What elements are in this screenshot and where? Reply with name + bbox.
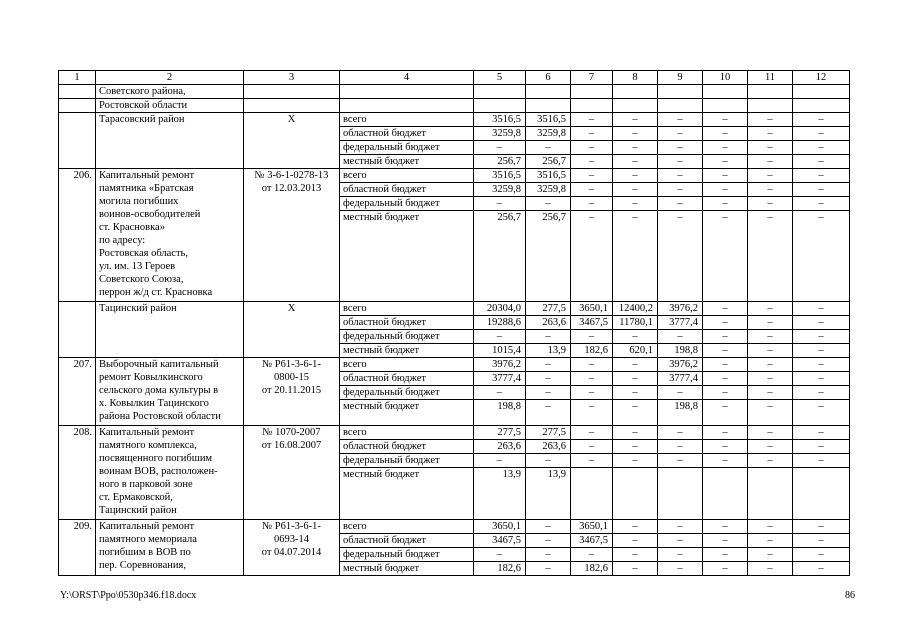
amount-cell: 1015,4 (474, 344, 526, 358)
amount-cell: – (793, 400, 850, 426)
amount-cell: – (748, 330, 793, 344)
item-number: 207. (59, 358, 96, 426)
amount-cell: – (658, 155, 703, 169)
budget-type: федеральный бюджет (340, 386, 474, 400)
amount-cell: – (474, 548, 526, 562)
budget-type: местный бюджет (340, 344, 474, 358)
budget-type: областной бюджет (340, 316, 474, 330)
item-document: X (244, 302, 340, 358)
amount-cell: – (526, 534, 571, 548)
amount-cell: 20304,0 (474, 302, 526, 316)
amount-cell: – (748, 372, 793, 386)
budget-type: областной бюджет (340, 372, 474, 386)
amount-cell: – (613, 386, 658, 400)
amount-cell: – (571, 440, 613, 454)
amount-cell: – (793, 534, 850, 548)
budget-type: местный бюджет (340, 211, 474, 302)
amount-cell: 263,6 (474, 440, 526, 454)
header-row (59, 71, 850, 85)
amount-cell: – (613, 440, 658, 454)
table-cell (526, 99, 571, 113)
amount-cell: – (703, 520, 748, 534)
amount-cell: 256,7 (526, 211, 571, 302)
amount-cell: 11780,1 (613, 316, 658, 330)
amount-cell: – (474, 454, 526, 468)
amount-cell: – (571, 155, 613, 169)
amount-cell: – (613, 211, 658, 302)
table-cell (571, 99, 613, 113)
column-header: 6 (526, 71, 571, 85)
item-name: Тацинский район (96, 302, 244, 358)
item-name: Выборочный капитальный ремонт Ковылкинского сельского дома культуры в х. Ковылкин Тацинского района Ростовской области (96, 358, 244, 426)
amount-cell: – (526, 400, 571, 426)
column-header: 9 (658, 71, 703, 85)
item-number (59, 302, 96, 358)
amount-cell: – (571, 211, 613, 302)
amount-cell: – (793, 302, 850, 316)
budget-type: федеральный бюджет (340, 330, 474, 344)
column-header: 8 (613, 71, 658, 85)
amount-cell: – (793, 141, 850, 155)
budget-table (58, 70, 850, 576)
amount-cell: – (474, 330, 526, 344)
table-cell (613, 85, 658, 99)
column-header: 4 (340, 71, 474, 85)
amount-cell: – (571, 197, 613, 211)
amount-cell: 198,8 (474, 400, 526, 426)
budget-type: всего (340, 520, 474, 534)
amount-cell: 12400,2 (613, 302, 658, 316)
table-cell: Ростовской области (96, 99, 244, 113)
amount-cell: 3976,2 (658, 358, 703, 372)
table-row (59, 169, 850, 183)
amount-cell: – (526, 386, 571, 400)
table-cell (59, 85, 96, 99)
item-name: Капитальный ремонт памятного комплекса, посвященного погибшим воинам ВОВ, расположен- ного в парковой зоне ст. Ермаковской, Тацинский район (96, 426, 244, 520)
item-document: № 1070-2007 от 16.08.2007 (244, 426, 340, 520)
amount-cell: – (474, 386, 526, 400)
amount-cell: 256,7 (474, 211, 526, 302)
item-number: 209. (59, 520, 96, 576)
amount-cell (748, 468, 793, 520)
amount-cell: – (658, 534, 703, 548)
amount-cell: – (748, 520, 793, 534)
amount-cell: – (613, 155, 658, 169)
amount-cell: – (571, 127, 613, 141)
amount-cell: 198,8 (658, 344, 703, 358)
amount-cell: – (793, 358, 850, 372)
amount-cell: – (658, 426, 703, 440)
amount-cell: – (658, 141, 703, 155)
amount-cell: – (571, 169, 613, 183)
amount-cell: – (613, 113, 658, 127)
amount-cell: 3259,8 (526, 183, 571, 197)
amount-cell: 3650,1 (571, 520, 613, 534)
item-name: Капитальный ремонт памятного мемориала погибшим в ВОВ по пер. Соревнования, (96, 520, 244, 576)
amount-cell: – (703, 113, 748, 127)
amount-cell: 13,9 (526, 468, 571, 520)
amount-cell: – (658, 169, 703, 183)
amount-cell: – (658, 197, 703, 211)
amount-cell: – (703, 316, 748, 330)
budget-type: всего (340, 113, 474, 127)
amount-cell (613, 468, 658, 520)
amount-cell: – (748, 211, 793, 302)
amount-cell: 3777,4 (658, 372, 703, 386)
amount-cell: 182,6 (571, 562, 613, 576)
amount-cell: 256,7 (526, 155, 571, 169)
item-name: Тарасовский район (96, 113, 244, 169)
amount-cell: – (793, 344, 850, 358)
column-header: 2 (96, 71, 244, 85)
amount-cell: – (703, 562, 748, 576)
amount-cell: – (571, 372, 613, 386)
amount-cell: – (748, 316, 793, 330)
amount-cell: – (748, 454, 793, 468)
amount-cell: – (613, 534, 658, 548)
table-cell (340, 85, 474, 99)
amount-cell: – (571, 330, 613, 344)
amount-cell: 277,5 (526, 426, 571, 440)
amount-cell: – (793, 372, 850, 386)
amount-cell: – (748, 440, 793, 454)
amount-cell: – (793, 169, 850, 183)
amount-cell: 198,8 (658, 400, 703, 426)
budget-type: областной бюджет (340, 127, 474, 141)
item-document: № 3-6-1-0278-13 от 12.03.2013 (244, 169, 340, 302)
column-header: 1 (59, 71, 96, 85)
item-document: № Р61-3-6-1- 0693-14 от 04.07.2014 (244, 520, 340, 576)
amount-cell: – (613, 426, 658, 440)
budget-type: всего (340, 169, 474, 183)
amount-cell (571, 468, 613, 520)
table-cell (340, 99, 474, 113)
amount-cell: – (793, 440, 850, 454)
amount-cell: – (703, 330, 748, 344)
amount-cell: – (793, 330, 850, 344)
table-cell (793, 99, 850, 113)
amount-cell: – (703, 386, 748, 400)
amount-cell: – (703, 169, 748, 183)
amount-cell: – (571, 426, 613, 440)
table-cell (613, 99, 658, 113)
budget-type: местный бюджет (340, 468, 474, 520)
amount-cell: – (793, 211, 850, 302)
amount-cell: – (748, 426, 793, 440)
amount-cell: – (793, 520, 850, 534)
amount-cell: – (793, 454, 850, 468)
table-row (59, 85, 850, 99)
amount-cell: – (748, 548, 793, 562)
amount-cell: – (748, 127, 793, 141)
amount-cell: – (613, 454, 658, 468)
amount-cell: – (793, 113, 850, 127)
amount-cell: – (613, 141, 658, 155)
budget-type: федеральный бюджет (340, 548, 474, 562)
table-cell (526, 85, 571, 99)
amount-cell: – (571, 358, 613, 372)
amount-cell (658, 468, 703, 520)
table-cell (703, 99, 748, 113)
table-cell (658, 99, 703, 113)
amount-cell: – (748, 358, 793, 372)
table-row (59, 113, 850, 127)
amount-cell: – (703, 372, 748, 386)
amount-cell: – (613, 127, 658, 141)
amount-cell: – (703, 183, 748, 197)
amount-cell: – (613, 520, 658, 534)
column-header: 10 (703, 71, 748, 85)
amount-cell (703, 468, 748, 520)
amount-cell (793, 468, 850, 520)
amount-cell: – (613, 330, 658, 344)
amount-cell: 19288,6 (474, 316, 526, 330)
amount-cell: – (748, 113, 793, 127)
table-cell (703, 85, 748, 99)
amount-cell: – (793, 562, 850, 576)
amount-cell: 182,6 (571, 344, 613, 358)
amount-cell: – (703, 534, 748, 548)
amount-cell: – (658, 113, 703, 127)
table-cell (244, 85, 340, 99)
amount-cell: – (571, 400, 613, 426)
amount-cell: – (703, 302, 748, 316)
amount-cell: – (571, 141, 613, 155)
item-number: 206. (59, 169, 96, 302)
amount-cell: – (748, 534, 793, 548)
amount-cell: – (748, 141, 793, 155)
amount-cell: 256,7 (474, 155, 526, 169)
budget-type: местный бюджет (340, 400, 474, 426)
amount-cell: – (748, 197, 793, 211)
amount-cell: – (703, 400, 748, 426)
amount-cell: 3777,4 (474, 372, 526, 386)
amount-cell: – (571, 454, 613, 468)
amount-cell: – (793, 155, 850, 169)
amount-cell: 13,9 (474, 468, 526, 520)
amount-cell: – (526, 330, 571, 344)
amount-cell: – (571, 386, 613, 400)
amount-cell: – (571, 183, 613, 197)
table-cell (474, 85, 526, 99)
budget-type: областной бюджет (340, 183, 474, 197)
amount-cell: 3516,5 (526, 169, 571, 183)
amount-cell: – (703, 426, 748, 440)
budget-type: областной бюджет (340, 534, 474, 548)
amount-cell: – (793, 386, 850, 400)
amount-cell: – (571, 548, 613, 562)
amount-cell: 13,9 (526, 344, 571, 358)
budget-type: местный бюджет (340, 155, 474, 169)
amount-cell: – (613, 372, 658, 386)
amount-cell: 3516,5 (526, 113, 571, 127)
amount-cell: – (613, 548, 658, 562)
amount-cell: – (748, 386, 793, 400)
amount-cell: 3259,8 (526, 127, 571, 141)
amount-cell: 277,5 (474, 426, 526, 440)
amount-cell: – (658, 562, 703, 576)
amount-cell: – (748, 169, 793, 183)
table-cell (793, 85, 850, 99)
amount-cell: – (526, 454, 571, 468)
budget-type: всего (340, 426, 474, 440)
amount-cell: – (703, 344, 748, 358)
column-header: 7 (571, 71, 613, 85)
amount-cell: – (703, 454, 748, 468)
amount-cell: – (526, 358, 571, 372)
amount-cell: – (658, 183, 703, 197)
amount-cell: – (748, 562, 793, 576)
table-cell (244, 99, 340, 113)
amount-cell: – (526, 141, 571, 155)
amount-cell: – (658, 386, 703, 400)
page-number: 86 (845, 590, 855, 601)
table-body (59, 71, 850, 576)
amount-cell: – (658, 520, 703, 534)
amount-cell: – (526, 372, 571, 386)
amount-cell: – (748, 302, 793, 316)
column-header: 3 (244, 71, 340, 85)
table-row (59, 99, 850, 113)
amount-cell: – (793, 197, 850, 211)
amount-cell: – (748, 344, 793, 358)
amount-cell: 3777,4 (658, 316, 703, 330)
budget-type: федеральный бюджет (340, 197, 474, 211)
amount-cell: – (658, 454, 703, 468)
budget-type: областной бюджет (340, 440, 474, 454)
column-header: 11 (748, 71, 793, 85)
amount-cell: – (748, 183, 793, 197)
amount-cell: – (658, 330, 703, 344)
budget-type: федеральный бюджет (340, 454, 474, 468)
amount-cell: 3516,5 (474, 113, 526, 127)
amount-cell: – (793, 548, 850, 562)
amount-cell: – (793, 183, 850, 197)
amount-cell: – (474, 141, 526, 155)
amount-cell: 3259,8 (474, 127, 526, 141)
amount-cell: – (703, 197, 748, 211)
amount-cell: – (613, 169, 658, 183)
item-document: X (244, 113, 340, 169)
amount-cell: – (748, 400, 793, 426)
amount-cell: 3976,2 (658, 302, 703, 316)
table-cell (658, 85, 703, 99)
column-header: 12 (793, 71, 850, 85)
amount-cell: 3467,5 (571, 316, 613, 330)
amount-cell: – (658, 211, 703, 302)
amount-cell: 3516,5 (474, 169, 526, 183)
budget-type: всего (340, 302, 474, 316)
amount-cell: – (793, 316, 850, 330)
budget-type: федеральный бюджет (340, 141, 474, 155)
amount-cell: – (571, 113, 613, 127)
item-number: 208. (59, 426, 96, 520)
budget-type: местный бюджет (340, 562, 474, 576)
item-document: № Р61-3-6-1- 0800-15 от 20.11.2015 (244, 358, 340, 426)
amount-cell: 620,1 (613, 344, 658, 358)
amount-cell: 3650,1 (474, 520, 526, 534)
table-cell (748, 85, 793, 99)
amount-cell: 3976,2 (474, 358, 526, 372)
amount-cell: – (526, 197, 571, 211)
table-cell (59, 99, 96, 113)
table-row (59, 302, 850, 316)
amount-cell: – (474, 197, 526, 211)
item-number (59, 113, 96, 169)
column-header: 5 (474, 71, 526, 85)
amount-cell: – (613, 358, 658, 372)
amount-cell: – (703, 440, 748, 454)
amount-cell: – (526, 562, 571, 576)
amount-cell: – (613, 400, 658, 426)
table-cell: Советского района, (96, 85, 244, 99)
budget-type: всего (340, 358, 474, 372)
amount-cell: – (703, 358, 748, 372)
amount-cell: – (793, 127, 850, 141)
amount-cell: – (703, 211, 748, 302)
table-row (59, 520, 850, 534)
amount-cell: 263,6 (526, 440, 571, 454)
amount-cell: – (613, 562, 658, 576)
amount-cell: 3650,1 (571, 302, 613, 316)
amount-cell: – (658, 127, 703, 141)
amount-cell: 277,5 (526, 302, 571, 316)
amount-cell: – (703, 141, 748, 155)
file-path: Y:\ORST\Ppo\0530p346.f18.docx (60, 590, 197, 601)
amount-cell: 182,6 (474, 562, 526, 576)
amount-cell: – (658, 440, 703, 454)
amount-cell: – (526, 520, 571, 534)
amount-cell: – (613, 183, 658, 197)
amount-cell: 3467,5 (571, 534, 613, 548)
amount-cell: 3467,5 (474, 534, 526, 548)
amount-cell: – (526, 548, 571, 562)
table-cell (474, 99, 526, 113)
amount-cell: – (658, 548, 703, 562)
table-cell (571, 85, 613, 99)
amount-cell: – (748, 155, 793, 169)
amount-cell: – (793, 426, 850, 440)
amount-cell: – (703, 548, 748, 562)
table-row (59, 426, 850, 440)
amount-cell: – (703, 127, 748, 141)
amount-cell: 3259,8 (474, 183, 526, 197)
table-row (59, 358, 850, 372)
table-cell (748, 99, 793, 113)
item-name: Капитальный ремонт памятника «Братская могила погибших воинов-освободителей ст. Красновка» по адресу: Ростовская область, ул. им. 13 Героев Советского Союза, перрон ж/д ст. Красновка (96, 169, 244, 302)
amount-cell: 263,6 (526, 316, 571, 330)
amount-cell: – (613, 197, 658, 211)
amount-cell: – (703, 155, 748, 169)
